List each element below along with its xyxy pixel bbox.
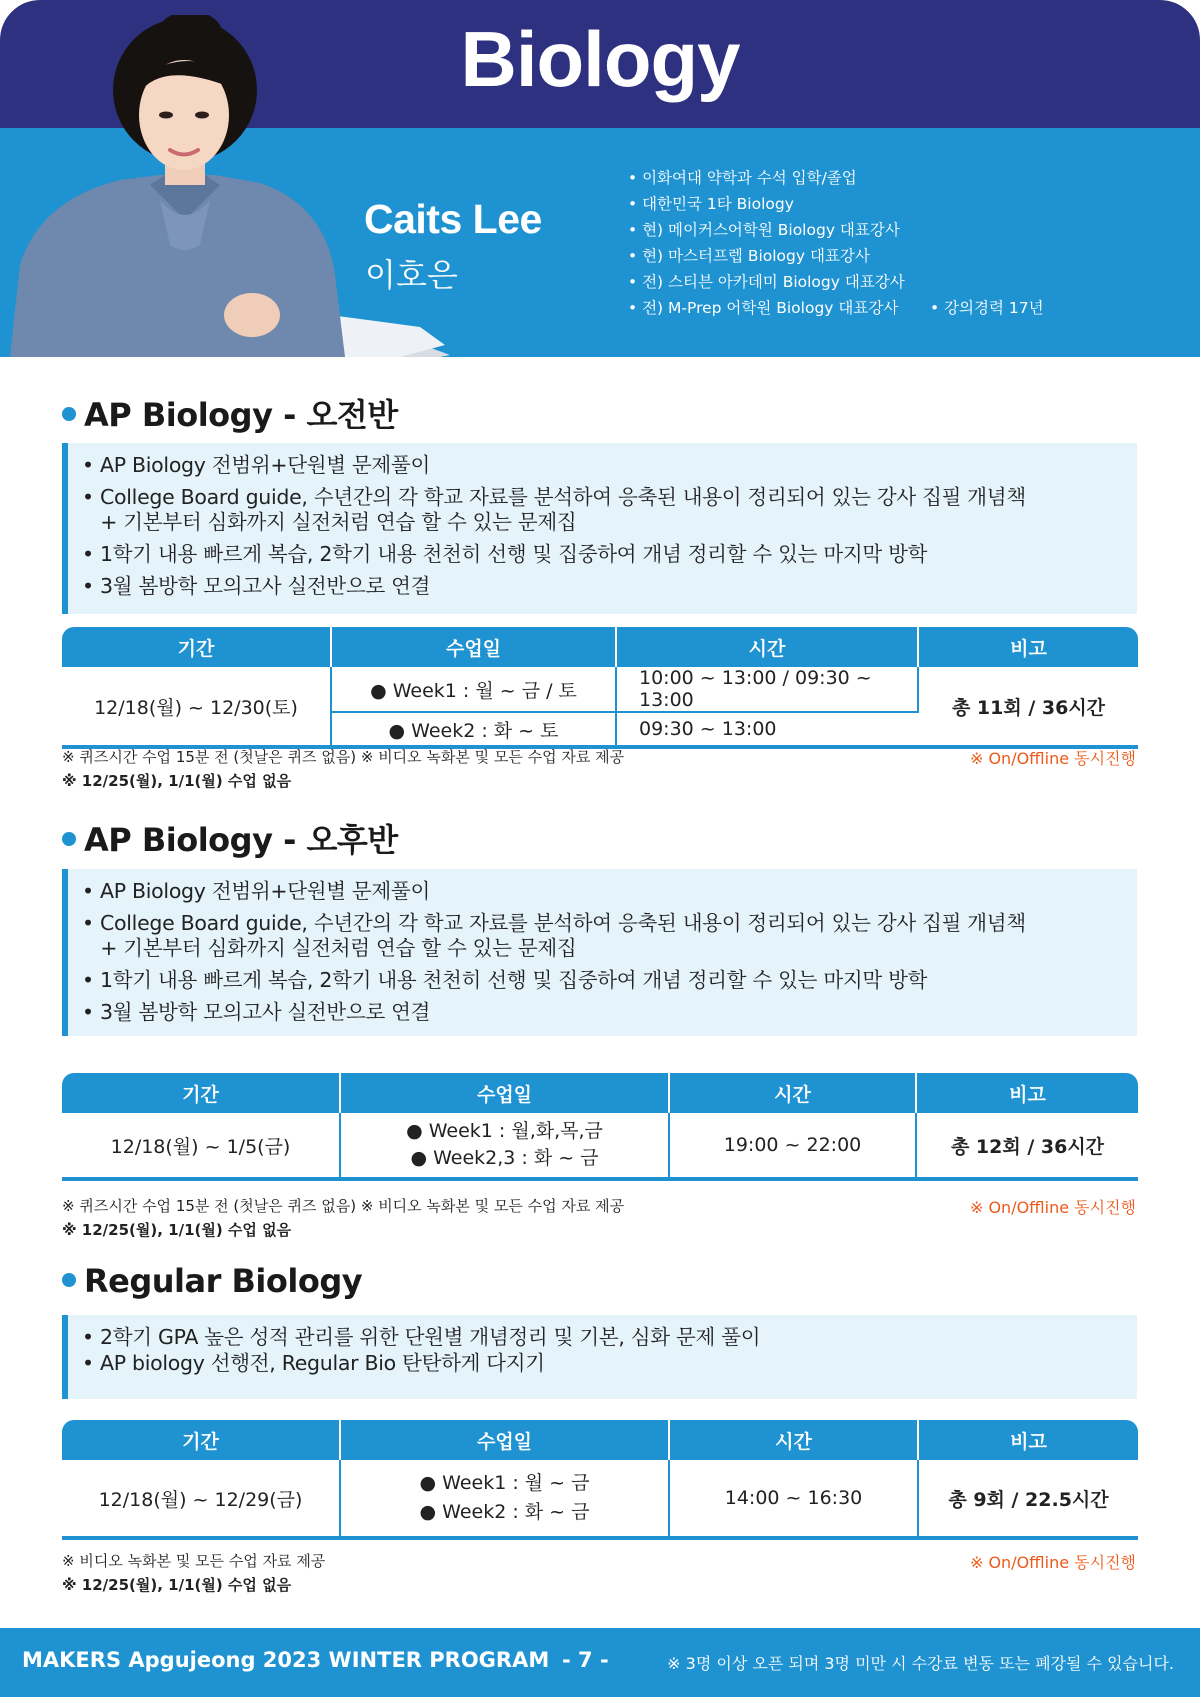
remark-cell: 총 11회 / 36시간 bbox=[951, 696, 1106, 719]
period-cell: 12/18(월) ~ 1/5(금) bbox=[62, 1113, 341, 1177]
teacher-photo bbox=[0, 15, 460, 357]
column-header: 시간 bbox=[670, 1073, 917, 1113]
course-description-box bbox=[62, 443, 1137, 614]
footer-program-name: MAKERS Apgujeong 2023 WINTER PROGRAM bbox=[22, 1648, 550, 1672]
career-item: • 현) 마스터프렙 Biology 대표강사 bbox=[628, 243, 905, 269]
description-item: • AP Biology 전범위+단원별 문제풀이 bbox=[82, 879, 430, 903]
section-title-ap-morning bbox=[62, 390, 398, 436]
page-number: - 7 - bbox=[562, 1648, 609, 1672]
column-header: 수업일 bbox=[341, 1420, 670, 1460]
period-cell: 12/18(월) ~ 12/29(금) bbox=[62, 1460, 341, 1536]
description-item: • 1학기 내용 빠르게 복습, 2학기 내용 천천히 선행 및 집중하여 개념 정리할 수 있는 마지막 방학 bbox=[82, 542, 928, 566]
schedule-table bbox=[62, 627, 1138, 749]
column-header: 비고 bbox=[919, 627, 1138, 667]
schedule-table bbox=[62, 1073, 1138, 1181]
section-title-text: AP Biology - 오전반 bbox=[84, 396, 398, 434]
remark-cell: 총 12회 / 36시간 bbox=[950, 1135, 1105, 1158]
column-header: 기간 bbox=[62, 1420, 341, 1460]
column-header: 수업일 bbox=[332, 627, 617, 667]
career-item: • 전) M-Prep 어학원 Biology 대표강사 bbox=[628, 295, 905, 321]
footer bbox=[0, 1628, 1200, 1697]
course-description-box bbox=[62, 869, 1137, 1036]
online-offline-badge: ※ On/Offline 동시진행 bbox=[969, 1553, 1136, 1572]
time-cell: 19:00 ~ 22:00 bbox=[670, 1113, 917, 1177]
column-header: 수업일 bbox=[341, 1073, 670, 1113]
teacher-name-english: Caits Lee bbox=[364, 196, 542, 242]
section-notes bbox=[62, 745, 624, 793]
days-cell: ● Week2 : 화 ~ 토 bbox=[332, 713, 617, 745]
note-no-class: ※ 12/25(월), 1/1(월) 수업 없음 bbox=[62, 1576, 292, 1594]
column-header: 시간 bbox=[617, 627, 919, 667]
online-offline-badge: ※ On/Offline 동시진행 bbox=[969, 749, 1136, 768]
section-title-text: AP Biology - 오후반 bbox=[84, 821, 398, 859]
column-header: 비고 bbox=[919, 1420, 1138, 1460]
days-cell: ● Week1 : 월,화,목,금 ● Week2,3 : 화 ~ 금 bbox=[341, 1113, 670, 1177]
career-experience: • 강의경력 17년 bbox=[930, 299, 1044, 317]
column-header: 비고 bbox=[917, 1073, 1138, 1113]
description-item: • 3월 봄방학 모의고사 실전반으로 연결 bbox=[82, 1000, 431, 1024]
description-item: • 3월 봄방학 모의고사 실전반으로 연결 bbox=[82, 574, 431, 598]
online-offline-badge: ※ On/Offline 동시진행 bbox=[969, 1198, 1136, 1217]
description-item: • AP Biology 전범위+단원별 문제풀이 bbox=[82, 453, 430, 477]
bullet-dot-icon bbox=[62, 407, 76, 421]
career-item: • 전) 스티븐 아카데미 Biology 대표강사 bbox=[628, 269, 905, 295]
section-title-regular bbox=[62, 1262, 362, 1300]
description-item: + 기본부터 심화까지 실전처럼 연습 할 수 있는 문제집 bbox=[100, 936, 577, 960]
schedule-table bbox=[62, 1420, 1138, 1540]
description-item: • 1학기 내용 빠르게 복습, 2학기 내용 천천히 선행 및 집중하여 개념 정리할 수 있는 마지막 방학 bbox=[82, 968, 928, 992]
section-notes bbox=[62, 1549, 325, 1597]
career-item: • 대한민국 1타 Biology bbox=[628, 191, 905, 217]
section-title-text: Regular Biology bbox=[84, 1262, 363, 1300]
description-item: • 2학기 GPA 높은 성적 관리를 위한 단원별 개념정리 및 기본, 심화 문제 풀이 bbox=[82, 1325, 761, 1349]
subject-title: Biology bbox=[460, 15, 740, 103]
description-item: + 기본부터 심화까지 실전처럼 연습 할 수 있는 문제집 bbox=[100, 510, 577, 534]
column-header: 기간 bbox=[62, 1073, 341, 1113]
career-item: • 이화여대 약학과 수석 입학/졸업 bbox=[628, 165, 905, 191]
note-no-class: ※ 12/25(월), 1/1(월) 수업 없음 bbox=[62, 772, 292, 790]
note-quiz-video: ※ 퀴즈시간 수업 15분 전 (첫날은 퀴즈 없음) ※ 비디오 녹화본 및 모든 수업 자료 제공 bbox=[62, 1197, 625, 1215]
bullet-dot-icon bbox=[62, 1273, 76, 1287]
bullet-dot-icon bbox=[62, 832, 76, 846]
career-item: • 현) 메이커스어학원 Biology 대표강사 bbox=[628, 217, 905, 243]
period-cell: 12/18(월) ~ 12/30(토) bbox=[62, 667, 332, 745]
remark-cell: 총 9회 / 22.5시간 bbox=[948, 1488, 1109, 1511]
description-item: • College Board guide, 수년간의 각 학교 자료를 분석하여 응축된 내용이 정리되어 있는 강사 집필 개념책 bbox=[82, 485, 1026, 509]
description-item: • College Board guide, 수년간의 각 학교 자료를 분석하여 응축된 내용이 정리되어 있는 강사 집필 개념책 bbox=[82, 911, 1026, 935]
footer-notice: ※ 3명 이상 오픈 되며 3명 미만 시 수강료 변동 또는 폐강될 수 있습니다. bbox=[667, 1654, 1174, 1673]
column-header: 기간 bbox=[62, 627, 332, 667]
section-notes bbox=[62, 1194, 624, 1242]
note-no-class: ※ 12/25(월), 1/1(월) 수업 없음 bbox=[62, 1221, 292, 1239]
note-video: ※ 비디오 녹화본 및 모든 수업 자료 제공 bbox=[62, 1552, 326, 1570]
career-list bbox=[628, 165, 905, 321]
time-cell: 14:00 ~ 16:30 bbox=[670, 1460, 919, 1536]
course-description-box bbox=[62, 1315, 1137, 1399]
note-quiz-video: ※ 퀴즈시간 수업 15분 전 (첫날은 퀴즈 없음) ※ 비디오 녹화본 및 모든 수업 자료 제공 bbox=[62, 748, 625, 766]
column-header: 시간 bbox=[670, 1420, 919, 1460]
days-cell: ● Week1 : 월 ~ 금 / 토 bbox=[332, 667, 617, 713]
teacher-name-korean: 이호은 bbox=[365, 256, 458, 294]
time-cell: 09:30 ~ 13:00 bbox=[639, 718, 777, 740]
days-cell: ● Week1 : 월 ~ 금 ● Week2 : 화 ~ 금 bbox=[341, 1460, 670, 1536]
section-title-ap-afternoon bbox=[62, 815, 398, 861]
time-cell: 10:00 ~ 13:00 / 09:30 ~ 13:00 bbox=[617, 667, 919, 713]
description-item: • AP biology 선행전, Regular Bio 탄탄하게 다지기 bbox=[82, 1351, 545, 1375]
